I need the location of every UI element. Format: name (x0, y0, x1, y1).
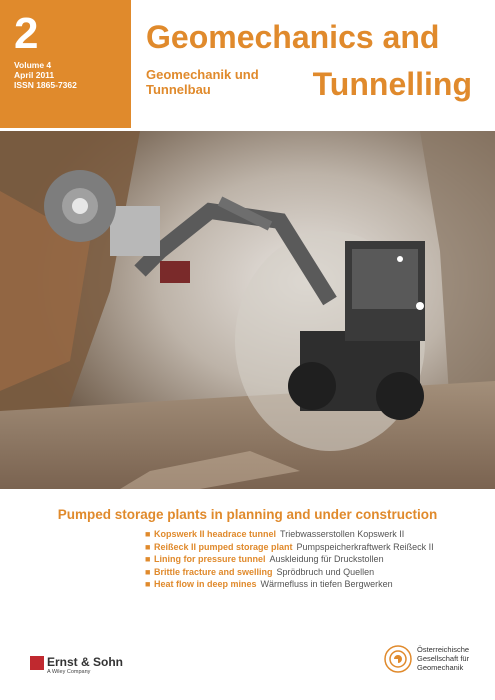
topic-german: Auskleidung für Druckstollen (269, 554, 384, 564)
topic-item (145, 566, 434, 579)
society-name: Österreichische Gesellschaft für Geomechanik (417, 645, 470, 672)
topic-item (145, 553, 434, 566)
topic-german: Pumpspeicherkraftwerk Reißeck II (296, 541, 434, 552)
publisher-square-icon (30, 656, 44, 670)
bullet-icon: ■ (145, 554, 151, 564)
publisher-text (47, 655, 123, 676)
issue-meta (14, 60, 131, 90)
cover-headline: Pumped storage plants in planning and under construction (57, 507, 438, 522)
publisher-tagline: A Wiley Company (47, 669, 91, 675)
volume-label: Volume 4 (14, 60, 52, 70)
topic-item (145, 541, 434, 554)
journal-title-line2: Tunnelling (312, 66, 472, 102)
bullet-icon: ■ (145, 566, 151, 577)
issue-box (0, 0, 131, 128)
topic-english: Reißeck II pumped storage plant (154, 541, 293, 552)
bullet-icon: ■ (145, 541, 151, 552)
topic-english: Kopswerk II headrace tunnel (154, 529, 277, 539)
bullet-icon: ■ (145, 529, 151, 539)
bullet-icon: ■ (145, 579, 151, 589)
tunnel-photo-illustration (0, 131, 495, 489)
journal-subtitle: Geomechanik und Tunnelbau (146, 67, 259, 97)
issue-number: 2 (14, 9, 39, 58)
issue-date: April 2011 (14, 70, 55, 80)
topic-english: Heat flow in deep mines (154, 579, 257, 589)
cover-photo (0, 131, 495, 489)
society-emblem-icon (384, 645, 412, 673)
publisher-name: Ernst & Sohn (47, 655, 124, 669)
topic-german: Triebwasserstollen Kopswerk II (280, 529, 405, 539)
topic-item (145, 578, 434, 591)
topic-list (145, 528, 434, 591)
journal-title: Geomechanics and (146, 19, 440, 55)
topic-german: Wärmefluss in tiefen Bergwerken (260, 579, 393, 589)
masthead (146, 20, 486, 120)
topic-item (145, 528, 434, 541)
topic-german: Sprödbruch und Quellen (276, 566, 375, 577)
issn-label: ISSN 1865-7362 (14, 80, 77, 90)
society-logo (384, 645, 495, 673)
publisher-logo (30, 655, 123, 676)
topic-english: Lining for pressure tunnel (154, 554, 266, 564)
topic-english: Brittle fracture and swelling (154, 566, 273, 577)
